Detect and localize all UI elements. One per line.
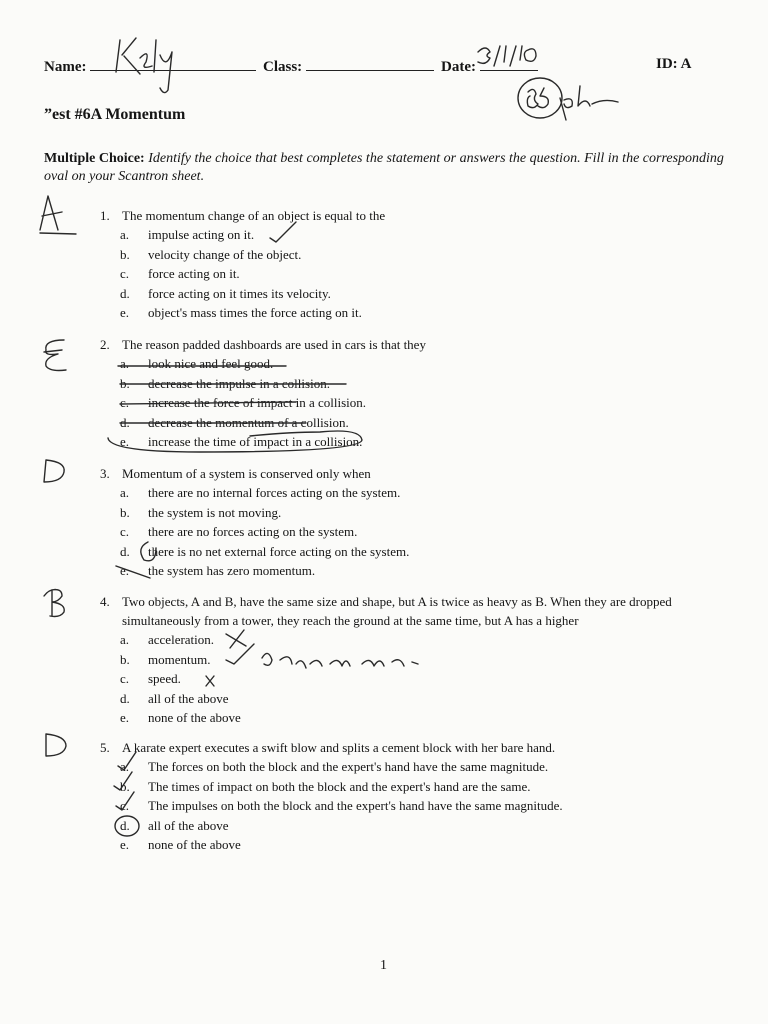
- date-line: [480, 56, 538, 71]
- choice-text: velocity change of the object.: [148, 246, 302, 262]
- question-5: [100, 738, 700, 855]
- name-label: Name:: [44, 59, 87, 75]
- question-number: 1.: [100, 208, 110, 223]
- choice-text: decrease the momentum of a collision.: [148, 414, 349, 430]
- choice-3c: c. there are no forces acting on the system.: [100, 522, 700, 542]
- question-number: 2.: [100, 337, 110, 352]
- choice-2d: d. decrease the momentum of a collision.: [100, 413, 700, 433]
- page-number: 1: [380, 958, 387, 973]
- choice-2e: e. increase the time of impact in a collision.: [100, 432, 700, 452]
- question-stem: A karate expert executes a swift blow and splits a cement block with her bare hand.: [122, 740, 556, 755]
- choice-4c: c. speed.: [100, 669, 690, 689]
- question-stem: The reason padded dashboards are used in cars is that they: [122, 337, 426, 352]
- date-field: [441, 56, 538, 76]
- question-3: [100, 464, 700, 581]
- choice-5e: e. none of the above: [100, 835, 700, 855]
- date-label: Date:: [441, 59, 476, 75]
- choice-text: all of the above: [148, 690, 229, 706]
- choice-text: object's mass times the force acting on it.: [148, 305, 362, 320]
- choice-text: force acting on it times its velocity.: [148, 285, 331, 301]
- choice-text: look nice and feel good.: [148, 356, 274, 371]
- choice-2c: c. increase the force of impact in a collision.: [100, 393, 700, 413]
- class-field: [263, 56, 434, 76]
- instructions-heading: Multiple Choice:: [44, 151, 145, 166]
- choice-1a: a. impulse acting on it.: [100, 225, 700, 245]
- name-line: [90, 56, 256, 71]
- choice-text: there are no internal forces acting on the system.: [148, 485, 401, 500]
- choice-text: speed.: [148, 671, 181, 686]
- choice-text: The impulses on both the block and the expert's hand have the same magnitude.: [148, 798, 563, 813]
- choice-text: none of the above: [148, 837, 241, 852]
- choice-4d: d. all of the above: [100, 689, 690, 709]
- choice-1c: c. force acting on it.: [100, 264, 700, 284]
- name-field: [44, 56, 256, 76]
- question-stem: Momentum of a system is conserved only when: [122, 466, 371, 481]
- choice-3e: e. the system has zero momentum.: [100, 561, 700, 581]
- choice-3d: d. there is no net external force acting on the system.: [100, 542, 700, 562]
- choice-2a: a. look nice and feel good.: [100, 354, 700, 374]
- choice-text: The times of impact on both the block and the expert's hand are the same.: [148, 778, 531, 794]
- choice-text: momentum.: [148, 651, 211, 667]
- choice-text: acceleration.: [148, 632, 215, 647]
- choice-4b: b. momentum.: [100, 650, 690, 670]
- instructions-text: Identify the choice that best completes the statement or answers the question. Fill in the corresponding oval on your Scantron sheet.: [44, 151, 724, 184]
- choice-text: impulse acting on it.: [148, 227, 255, 242]
- instructions: [44, 150, 724, 186]
- choice-text: decrease the impulse in a collision.: [148, 375, 330, 391]
- choice-text: the system is not moving.: [148, 504, 282, 520]
- choice-text: none of the above: [148, 710, 241, 725]
- class-line: [306, 56, 434, 71]
- choice-3a: a. there are no internal forces acting on the system.: [100, 483, 700, 503]
- choice-3b: b. the system is not moving.: [100, 503, 700, 523]
- choice-2b: b. decrease the impulse in a collision.: [100, 374, 700, 394]
- class-label: Class:: [263, 59, 303, 75]
- choice-4e: e. none of the above: [100, 708, 690, 728]
- choice-4a: a. acceleration.: [100, 630, 690, 650]
- choice-text: there are no forces acting on the system.: [148, 524, 358, 539]
- choice-text: force acting on it.: [148, 266, 240, 281]
- choice-1d: d. force acting on it times its velocity.: [100, 284, 700, 304]
- choice-5c: c. The impulses on both the block and the expert's hand have the same magnitude.: [100, 796, 700, 816]
- question-stem: Two objects, A and B, have the same size and shape, but A is twice as heavy as B. When they are dropped simultaneously from a tower, they reach the ground at the same time, but A has a higher: [122, 594, 672, 628]
- choice-5a: a. The forces on both the block and the expert's hand have the same magnitude.: [100, 757, 700, 777]
- question-1: [100, 206, 700, 323]
- question-stem: The momentum change of an object is equal to the: [122, 208, 386, 223]
- page-title: ”est #6A Momentum: [44, 106, 186, 123]
- question-number: 5.: [100, 740, 110, 755]
- question-number: 4.: [100, 594, 110, 609]
- question-2: [100, 335, 700, 452]
- choice-5d: d. all of the above: [100, 816, 700, 836]
- choice-text: the system has zero momentum.: [148, 563, 316, 578]
- choice-text: increase the force of impact in a collision.: [148, 395, 367, 410]
- choice-text: all of the above: [148, 817, 229, 833]
- choice-text: increase the time of impact in a collision.: [148, 434, 363, 449]
- choice-1e: e. object's mass times the force acting on it.: [100, 303, 700, 323]
- choice-5b: b. The times of impact on both the block and the expert's hand are the same.: [100, 777, 700, 797]
- choice-text: The forces on both the block and the expert's hand have the same magnitude.: [148, 759, 549, 774]
- question-number: 3.: [100, 466, 110, 481]
- choice-text: there is no net external force acting on the system.: [148, 543, 410, 559]
- id-label: ID: A: [656, 56, 692, 72]
- choice-1b: b. velocity change of the object.: [100, 245, 700, 265]
- question-4: [100, 592, 690, 728]
